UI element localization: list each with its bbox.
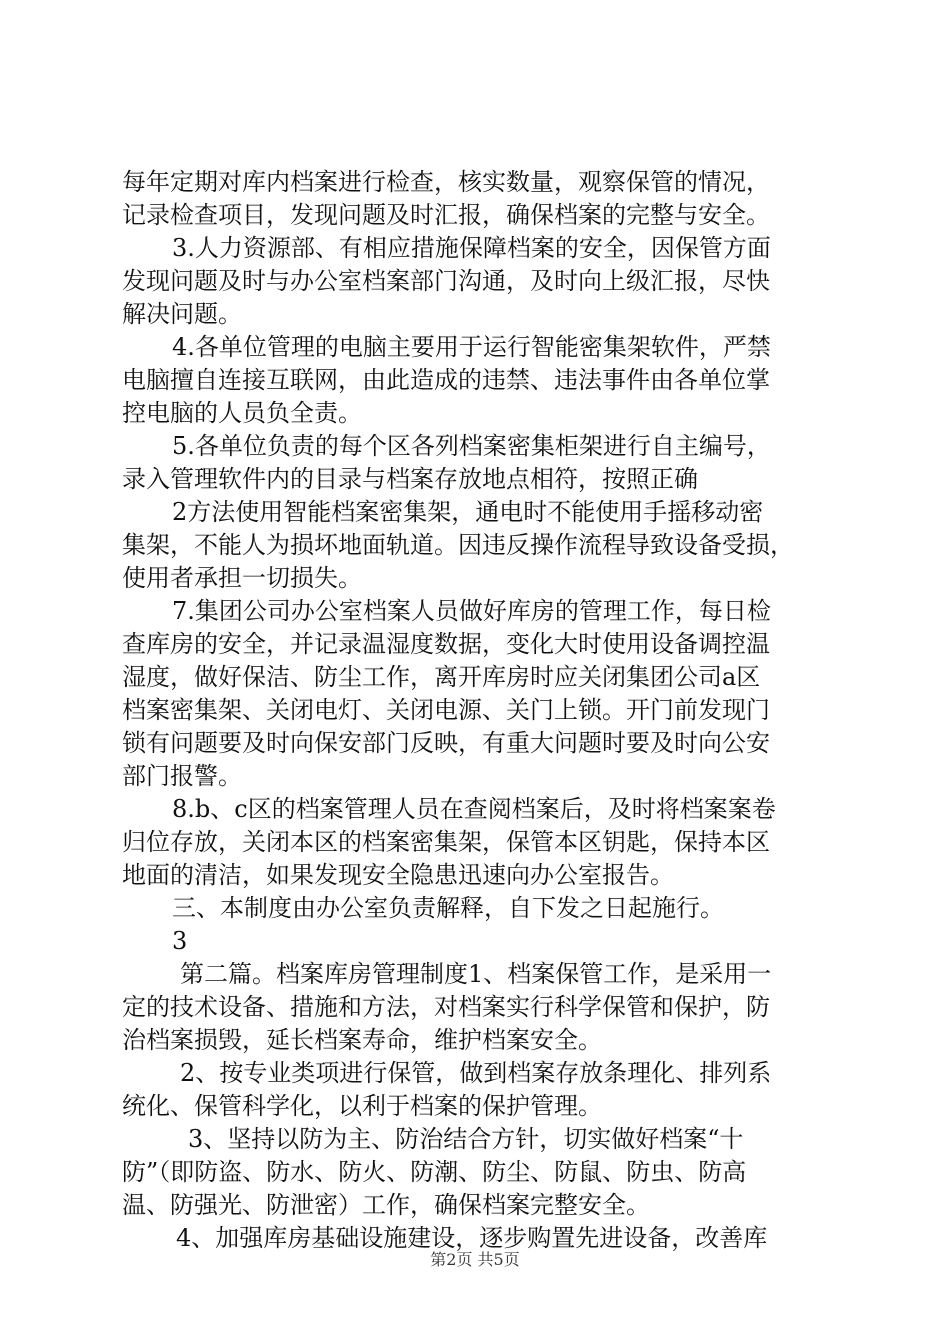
text-line: 使用者承担一切损失。 — [122, 564, 362, 592]
text-line: 记录检查项目，发现问题及时汇报，确保档案的完整与安全。 — [122, 201, 770, 229]
text-line: 防”（即防盗、防水、防火、防潮、防尘、防鼠、防虫、防高 — [122, 1158, 747, 1186]
text-line: 三、本制度由办公室负责解释，自下发之日起施行。 — [172, 894, 724, 922]
text-line: 每年定期对库内档案进行检查，核实数量，观察保管的情况， — [122, 168, 770, 196]
text-line: 电脑擅自连接互联网，由此造成的违禁、违法事件由各单位掌 — [122, 366, 770, 394]
text-line: 地面的清洁，如果发现安全隐患迅速向办公室报告。 — [122, 861, 674, 889]
text-line: 部门报警。 — [122, 762, 242, 790]
text-line: 锁有问题要及时向保安部门反映，有重大问题时要及时向公安 — [122, 729, 770, 757]
text-line: 档案密集架、关闭电灯、关闭电源、关门上锁。开门前发现门 — [122, 696, 770, 724]
text-line: 7.集团公司办公室档案人员做好库房的管理工作，每日检 — [172, 597, 771, 625]
text-line: 发现问题及时与办公室档案部门沟通，及时向上级汇报，尽快 — [122, 267, 770, 295]
text-line: 湿度，做好保洁、防尘工作，离开库房时应关闭集团公司a区 — [122, 663, 761, 691]
text-line: 第二篇。档案库房管理制度1、档案保管工作，是采用一 — [180, 960, 772, 988]
text-line: 3 — [172, 927, 188, 955]
text-line: 定的技术设备、措施和方法，对档案实行科学保管和保护，防 — [122, 993, 770, 1021]
text-line: 归位存放，关闭本区的档案密集架，保管本区钥匙，保持本区 — [122, 828, 770, 856]
text-line: 统化、保管科学化，以利于档案的保护管理。 — [122, 1092, 602, 1120]
text-line: 集架，不能人为损坏地面轨道。因违反操作流程导致设备受损， — [122, 531, 794, 559]
text-line: 4、加强库房基础设施建设，逐步购置先进设备，改善库 — [176, 1224, 768, 1252]
text-line: 解决问题。 — [122, 300, 242, 328]
text-line: 控电脑的人员负全责。 — [122, 399, 362, 427]
text-line: 2、按专业类项进行保管，做到档案存放条理化、排列系 — [180, 1059, 772, 1087]
text-line: 录入管理软件内的目录与档案存放地点相符，按照正确 — [122, 465, 698, 493]
text-line: 3.人力资源部、有相应措施保障档案的安全，因保管方面 — [172, 234, 771, 262]
text-line: 3、坚持以防为主、防治结合方针，切实做好档案“十 — [188, 1125, 744, 1153]
text-line: 查库房的安全，并记录温湿度数据，变化大时使用设备调控温 — [122, 630, 770, 658]
text-line: 5.各单位负责的每个区各列档案密集柜架进行自主编号， — [172, 432, 771, 460]
text-line: 2方法使用智能档案密集架，通电时不能使用手摇移动密 — [172, 498, 764, 526]
text-line: 4.各单位管理的电脑主要用于运行智能密集架软件，严禁 — [172, 333, 771, 361]
page-footer: 第2页 共5页 — [430, 1250, 520, 1269]
text-line: 8.b、c区的档案管理人员在查阅档案后，及时将档案案卷 — [172, 795, 776, 823]
text-line: 温、防强光、防泄密）工作，确保档案完整安全。 — [122, 1191, 650, 1219]
document-body — [122, 166, 838, 1255]
text-line: 治档案损毁，延长档案寿命，维护档案安全。 — [122, 1026, 602, 1054]
